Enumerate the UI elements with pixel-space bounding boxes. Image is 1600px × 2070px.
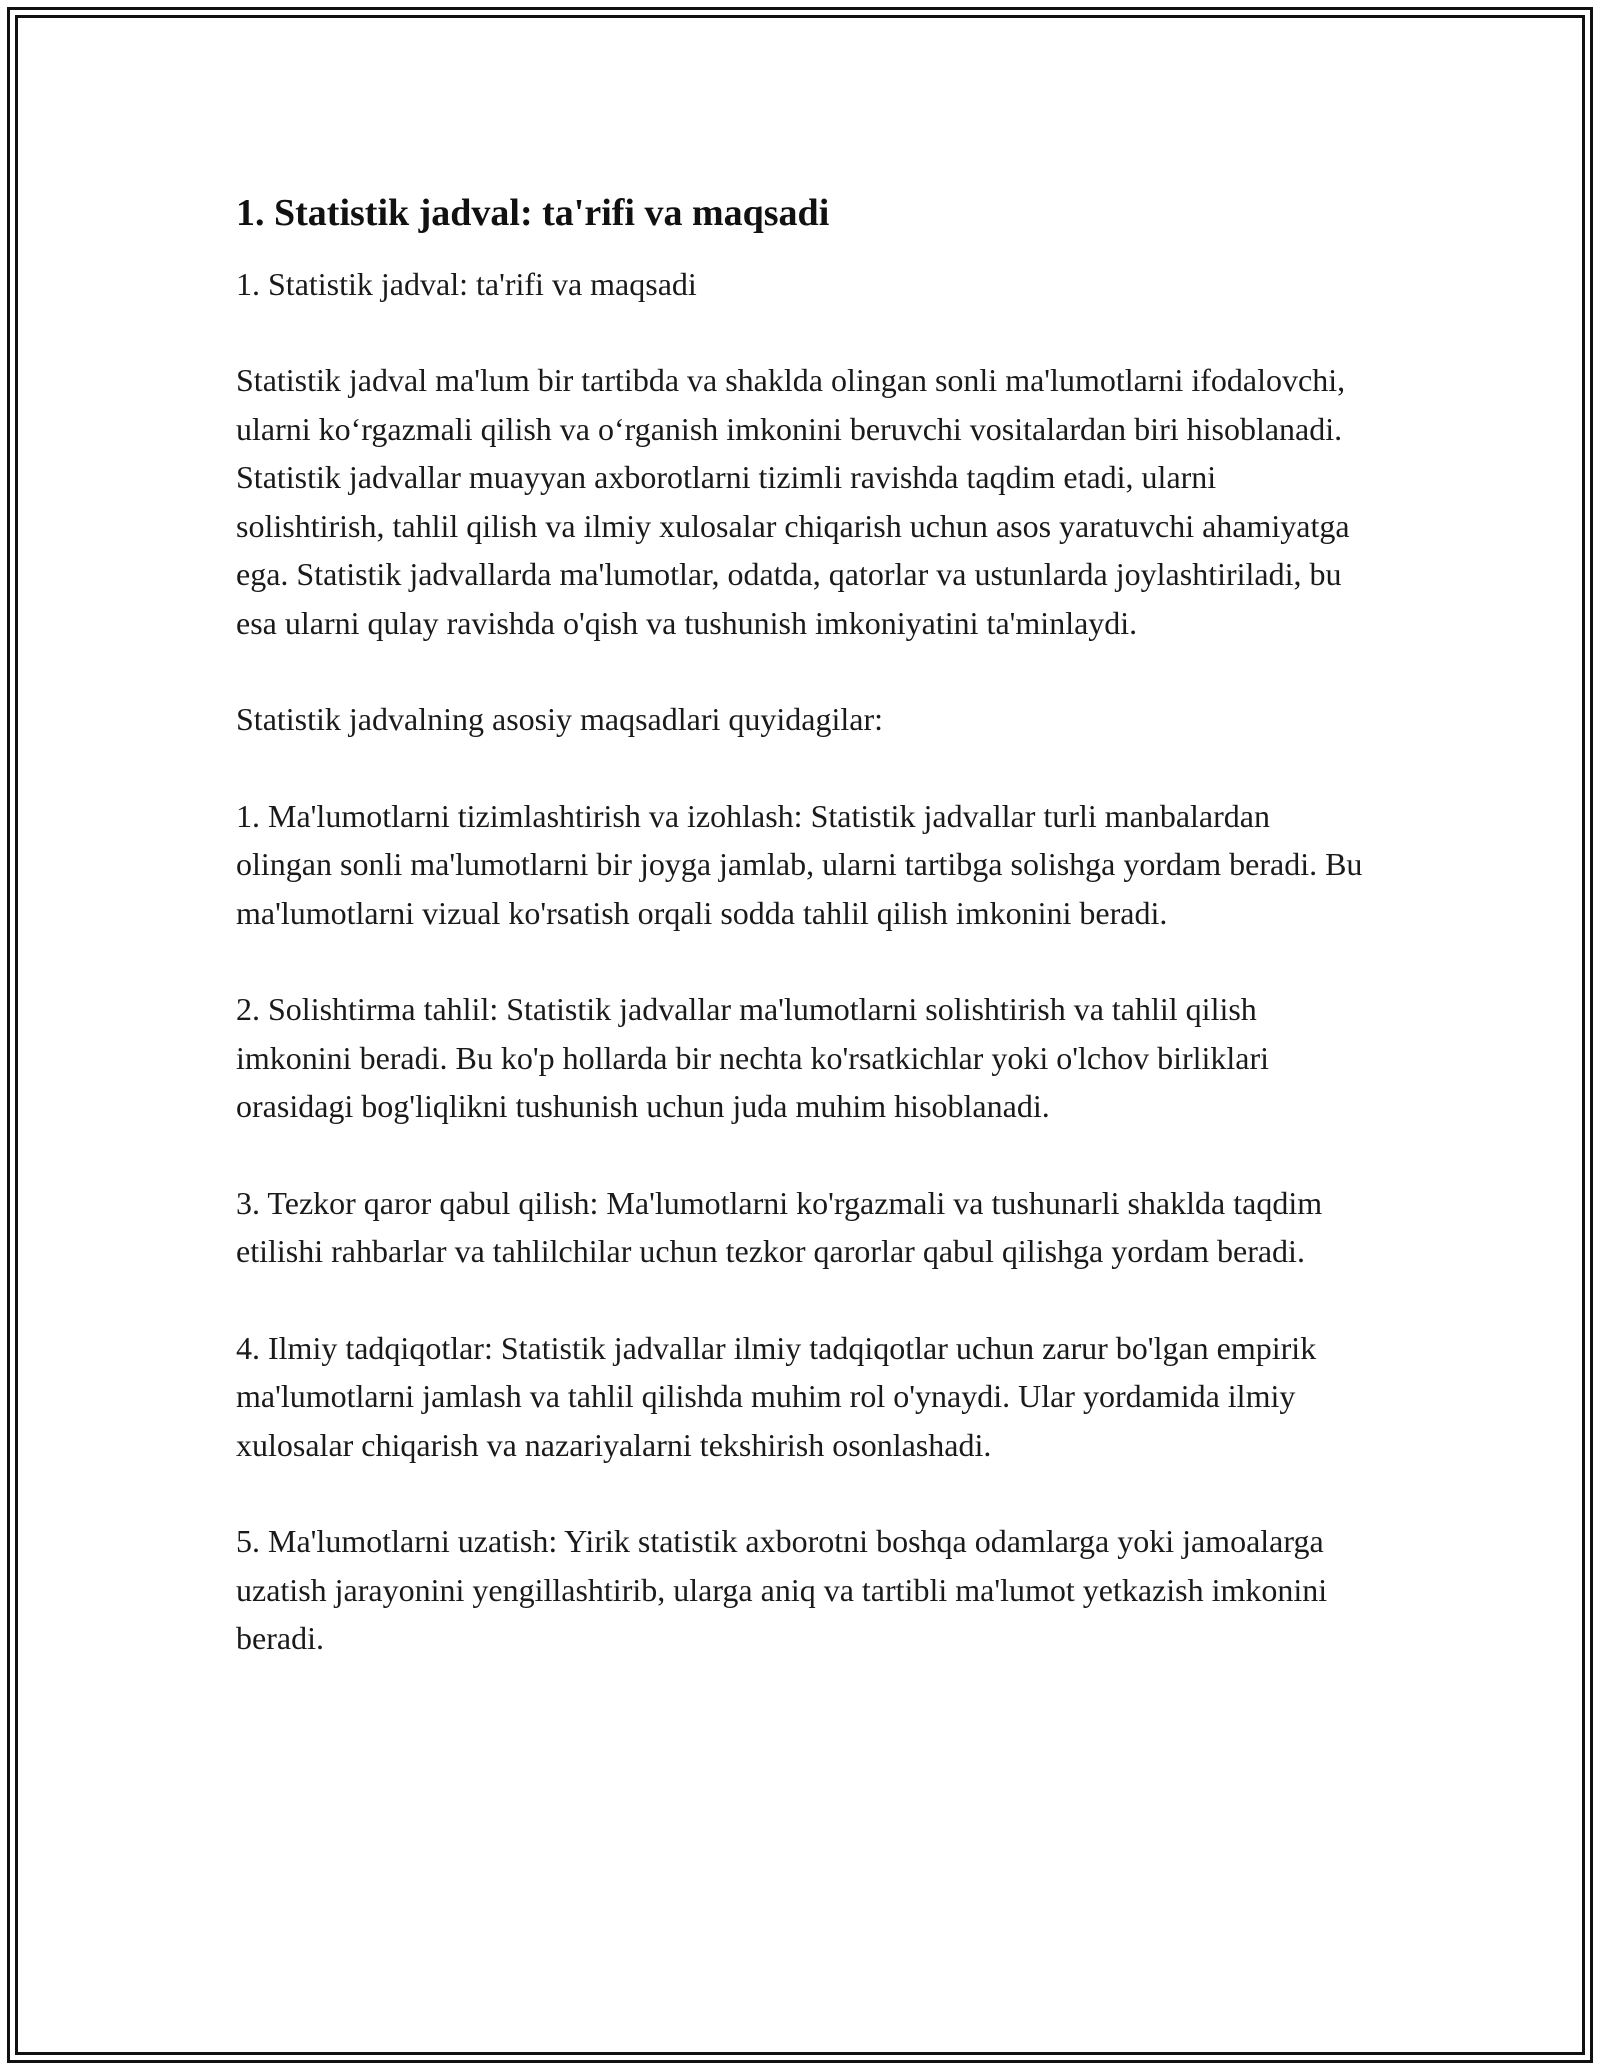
- intro-paragraph: Statistik jadval ma'lum bir tartibda va shaklda olingan sonli ma'lumotlarni ifodalovchi, ularni ko‘rgazmali qilish va o‘rganish imkonini beruvchi vositalardan biri hisoblanadi. Statistik jadvallar muayyan axborotlarni tizimli ravishda taqdim etadi, ularni solishtirish, tahlil qilish va ilmiy xulosalar chiqarish uchun asos yaratuvchi ahamiyatga ega. Statistik jadvallarda ma'lumotlar, odatda, qatorlar va ustunlarda joylashtiriladi, bu esa ularni qulay ravishda o'qish va tushunish imkoniyatini ta'minlaydi.: [236, 362, 1350, 641]
- document-body: [236, 188, 1366, 1663]
- goal-item-5: 5. Ma'lumotlarni uzatish: Yirik statistik axborotni boshqa odamlarga yoki jamoalarga uzatish jarayonini yengillashtirib, ularga aniq va tartibli ma'lumot yetkazish imkonini beradi.: [236, 1523, 1328, 1656]
- goal-item-1: 1. Ma'lumotlarni tizimlashtirish va izohlash: Statistik jadvallar turli manbalardan olingan sonli ma'lumotlarni bir joyga jamlab, ularni tartibga solishga yordam beradi. Bu ma'lumotlarni vizual ko'rsatish orqali sodda tahlil qilish imkonini beradi.: [236, 797, 1363, 931]
- goal-item-4: 4. Ilmiy tadqiqotlar: Statistik jadvallar ilmiy tadqiqotlar uchun zarur bo'lgan empirik ma'lumotlarni jamlash va tahlil qilishda muhim rol o'ynaydi. Ular yordamida ilmiy xulosalar chiqarish va nazariyalarni tekshirish osonlashadi.: [236, 1329, 1317, 1463]
- section-subtitle: 1. Statistik jadval: ta'rifi va maqsadi: [236, 266, 697, 302]
- section-heading: 1. Statistik jadval: ta'rifi va maqsadi: [236, 192, 830, 234]
- goal-item-3: 3. Tezkor qaror qabul qilish: Ma'lumotlarni ko'rgazmali va tushunarli shaklda taqdim etilishi rahbarlar va tahlilchilar uchun tezkor qarorlar qabul qilishga yordam beradi.: [236, 1184, 1323, 1269]
- goal-item-2: 2. Solishtirma tahlil: Statistik jadvallar ma'lumotlarni solishtirish va tahlil qilish imkonini beradi. Bu ko'p hollarda bir nechta ko'rsatkichlar yoki o'lchov birliklari orasidagi bog'liqlikni tushunish uchun juda muhim hisoblanadi.: [236, 991, 1270, 1124]
- goals-intro: Statistik jadvalning asosiy maqsadlari quyidagilar:: [236, 701, 883, 737]
